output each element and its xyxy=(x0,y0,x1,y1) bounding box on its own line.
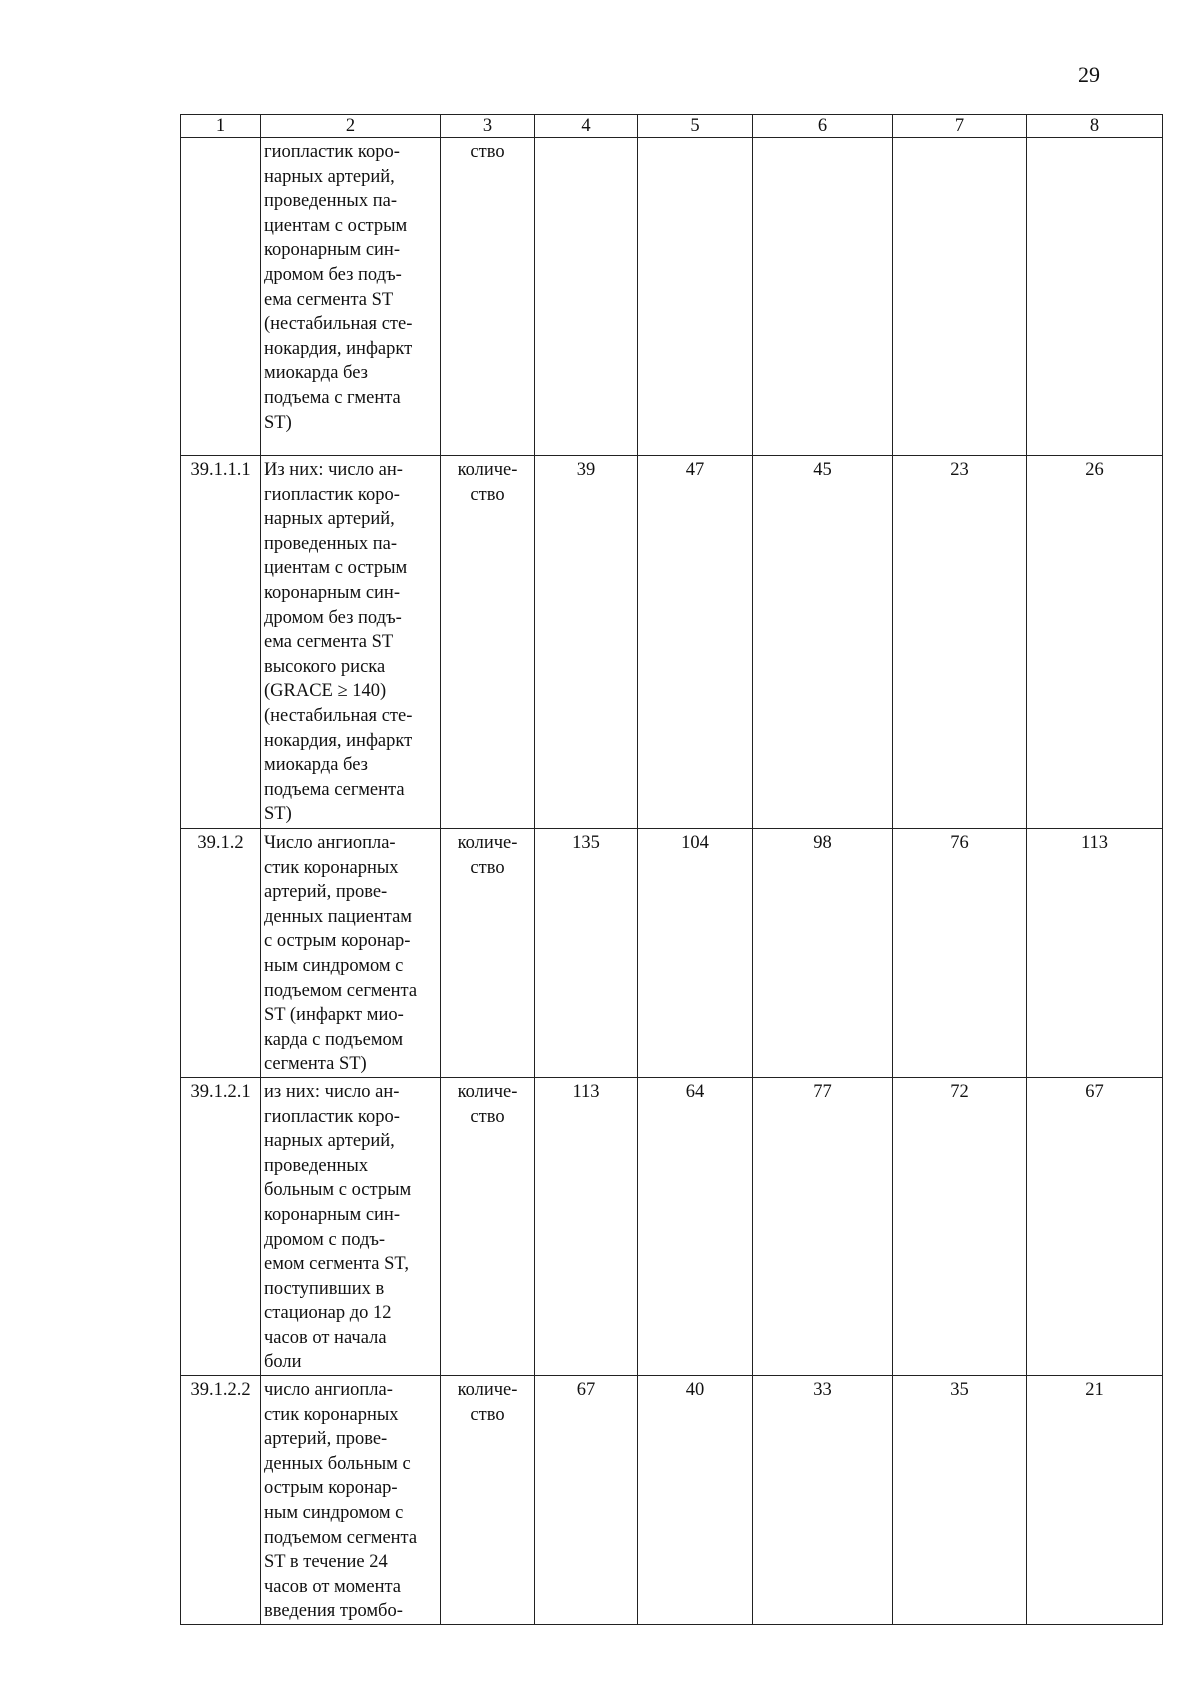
value-cell: 23 xyxy=(893,456,1027,829)
value-cell: 113 xyxy=(1027,829,1163,1078)
value-cell: 98 xyxy=(753,829,893,1078)
table-row xyxy=(181,1077,1163,1375)
column-header: 3 xyxy=(441,115,535,138)
page-number: 29 xyxy=(1078,62,1100,87)
value-cell xyxy=(893,138,1027,456)
value-cell: 45 xyxy=(753,456,893,829)
value-cell: 67 xyxy=(1027,1077,1163,1375)
value-cell xyxy=(753,138,893,456)
value-cell: 104 xyxy=(638,829,753,1078)
row-unit: ство xyxy=(441,138,535,456)
row-name: из них: число ан- гиопластик коро- нарных артерий, проведенных больным с острым коронарным син- дромом с подъ- емом сегмента ST, поступивших в стационар до 12 часов от начала боли xyxy=(261,1077,441,1375)
row-code: 39.1.1.1 xyxy=(181,456,261,829)
value-cell: 64 xyxy=(638,1077,753,1375)
value-cell: 113 xyxy=(535,1077,638,1375)
row-unit: количе- ство xyxy=(441,1077,535,1375)
row-unit: количе- ство xyxy=(441,1376,535,1625)
header-row xyxy=(181,115,1163,138)
table-row xyxy=(181,138,1163,456)
value-cell: 39 xyxy=(535,456,638,829)
table-row xyxy=(181,1376,1163,1625)
value-cell: 67 xyxy=(535,1376,638,1625)
column-header: 7 xyxy=(893,115,1027,138)
value-cell xyxy=(535,138,638,456)
row-unit: количе- ство xyxy=(441,829,535,1078)
value-cell: 77 xyxy=(753,1077,893,1375)
row-name: Из них: число ан- гиопластик коро- нарных артерий, проведенных па- циентам с острым коронарным син- дромом без подъ- ема сегмента ST высокого риска (GRACE ≥ 140) (нестабильная сте- нокардия, инфаркт миокарда без подъема сегмента ST) xyxy=(261,456,441,829)
value-cell xyxy=(1027,138,1163,456)
indicator-table xyxy=(180,114,1163,1625)
value-cell xyxy=(638,138,753,456)
row-code: 39.1.2 xyxy=(181,829,261,1078)
value-cell: 21 xyxy=(1027,1376,1163,1625)
row-name: гиопластик коро- нарных артерий, проведенных па- циентам с острым коронарным син- дромом без подъ- ема сегмента ST (нестабильная сте- нокардия, инфаркт миокарда без подъема с гмента ST) xyxy=(261,138,441,456)
column-header: 8 xyxy=(1027,115,1163,138)
row-code: 39.1.2.1 xyxy=(181,1077,261,1375)
row-name: число ангиопла- стик коронарных артерий, прове- денных больным с острым коронар- ным синдромом с подъемом сегмента ST в течение 24 часов от момента введения тромбо- xyxy=(261,1376,441,1625)
table-row xyxy=(181,829,1163,1078)
value-cell: 76 xyxy=(893,829,1027,1078)
row-name: Число ангиопла- стик коронарных артерий, прове- денных пациентам с острым коронар- ным синдромом с подъемом сегмента ST (инфаркт мио- карда с подъемом сегмента ST) xyxy=(261,829,441,1078)
value-cell: 72 xyxy=(893,1077,1027,1375)
value-cell: 33 xyxy=(753,1376,893,1625)
column-header: 1 xyxy=(181,115,261,138)
row-unit: количе- ство xyxy=(441,456,535,829)
table-row xyxy=(181,456,1163,829)
value-cell: 135 xyxy=(535,829,638,1078)
column-header: 5 xyxy=(638,115,753,138)
value-cell: 47 xyxy=(638,456,753,829)
column-header: 6 xyxy=(753,115,893,138)
column-header: 4 xyxy=(535,115,638,138)
row-code xyxy=(181,138,261,456)
value-cell: 40 xyxy=(638,1376,753,1625)
value-cell: 35 xyxy=(893,1376,1027,1625)
row-code: 39.1.2.2 xyxy=(181,1376,261,1625)
column-header: 2 xyxy=(261,115,441,138)
value-cell: 26 xyxy=(1027,456,1163,829)
